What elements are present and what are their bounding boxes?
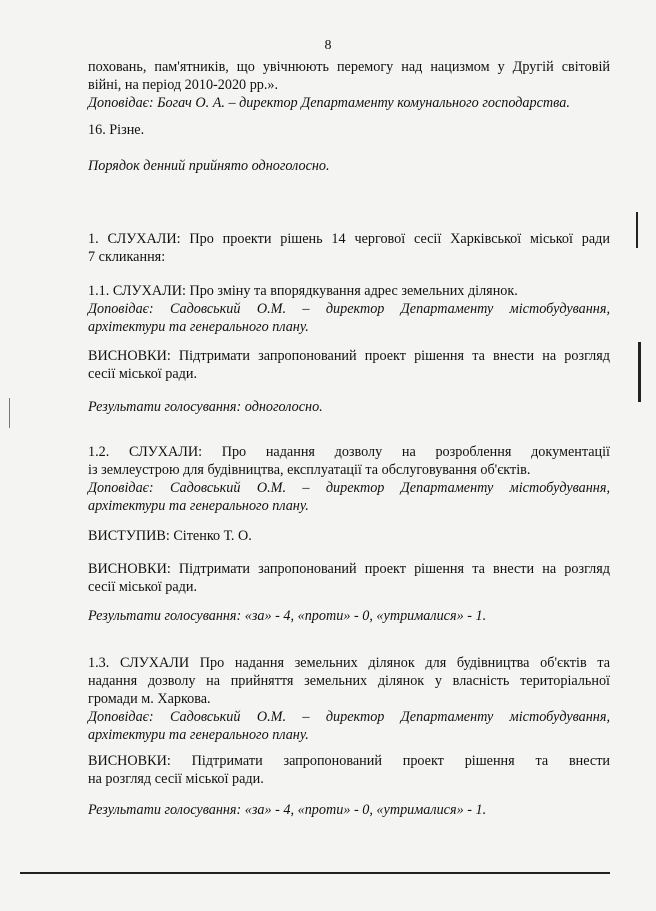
- item-16: 16. Різне.: [88, 122, 145, 138]
- scan-mark-right-mid: [638, 342, 641, 402]
- s13-conclusions: [88, 752, 610, 788]
- s12-reporter-2: архітектури та генерального плану.: [88, 498, 309, 514]
- s13-reporter-1: Доповідає: Садовський О.М. – директор Департаменту містобудування,: [88, 709, 610, 725]
- s13-conclusions-2: на розгляд сесії міської ради.: [88, 771, 264, 787]
- s13-heard-3: громади м. Харкова.: [88, 691, 211, 707]
- s11-conclusions-2: сесії міської ради.: [88, 366, 198, 382]
- s13-result: Результати голосування: «за» - 4, «проти» - 0, «утрималися» - 1.: [88, 802, 487, 818]
- section-1-3: [88, 654, 610, 744]
- scan-mark-left: [9, 398, 10, 428]
- s13-reporter-2: архітектури та генерального плану.: [88, 727, 309, 743]
- s11-heard: 1.1. СЛУХАЛИ: Про зміну та впорядкування адрес земельних ділянок.: [88, 283, 518, 299]
- s12-reporter-1: Доповідає: Садовський О.М. – директор Департаменту містобудування,: [88, 480, 610, 496]
- scan-mark-right-top: [636, 212, 638, 248]
- intro-paragraph: [88, 58, 610, 112]
- bottom-rule: [20, 872, 610, 874]
- s11-conclusions: [88, 347, 610, 383]
- intro-reporter: Доповідає: Богач О. А. – директор Департаменту комунального господарства.: [88, 95, 570, 111]
- s12-heard-1: 1.2. СЛУХАЛИ: Про надання дозволу на розроблення документації: [88, 444, 610, 460]
- s11-reporter-1: Доповідає: Садовський О.М. – директор Департаменту містобудування,: [88, 301, 610, 317]
- s12-result: Результати голосування: «за» - 4, «проти» - 0, «утрималися» - 1.: [88, 608, 487, 624]
- section-1-2: [88, 443, 610, 515]
- agenda-adopted: Порядок денний прийнято одноголосно.: [88, 158, 330, 174]
- section-1-1: [88, 282, 610, 336]
- s11-conclusions-1: ВИСНОВКИ: Підтримати запропонований проект рішення та внести на розгляд: [88, 348, 610, 364]
- intro-line-2: війні, на період 2010-2020 рр.».: [88, 77, 279, 93]
- s13-heard-2: надання дозволу на прийняття земельних ділянок у власність територіальної: [88, 673, 610, 689]
- section-1-line-2: 7 скликання:: [88, 249, 166, 265]
- s12-conclusions: [88, 560, 610, 596]
- s13-conclusions-1: ВИСНОВКИ: Підтримати запропонований проект рішення та внести: [88, 753, 610, 769]
- s13-heard-1: 1.3. СЛУХАЛИ Про надання земельних ділянок для будівництва об'єктів та: [88, 655, 610, 671]
- s12-speaker: ВИСТУПИВ: Сітенко Т. О.: [88, 528, 252, 544]
- s11-reporter-2: архітектури та генерального плану.: [88, 319, 309, 335]
- section-1-heard: [88, 230, 610, 266]
- section-1-line-1: 1. СЛУХАЛИ: Про проекти рішень 14 чергової сесії Харківської міської ради: [88, 231, 610, 247]
- page-number: 8: [324, 38, 332, 53]
- s12-conclusions-1: ВИСНОВКИ: Підтримати запропонований проект рішення та внести на розгляд: [88, 561, 610, 577]
- s12-heard-2: із землеустрою для будівництва, експлуатації та обслуговування об'єктів.: [88, 462, 531, 478]
- intro-line-1: поховань, пам'ятників, що увічнюють перемогу над нацизмом у Другій світовій: [88, 59, 610, 75]
- s12-conclusions-2: сесії міської ради.: [88, 579, 198, 595]
- s11-result: Результати голосування: одноголосно.: [88, 399, 323, 415]
